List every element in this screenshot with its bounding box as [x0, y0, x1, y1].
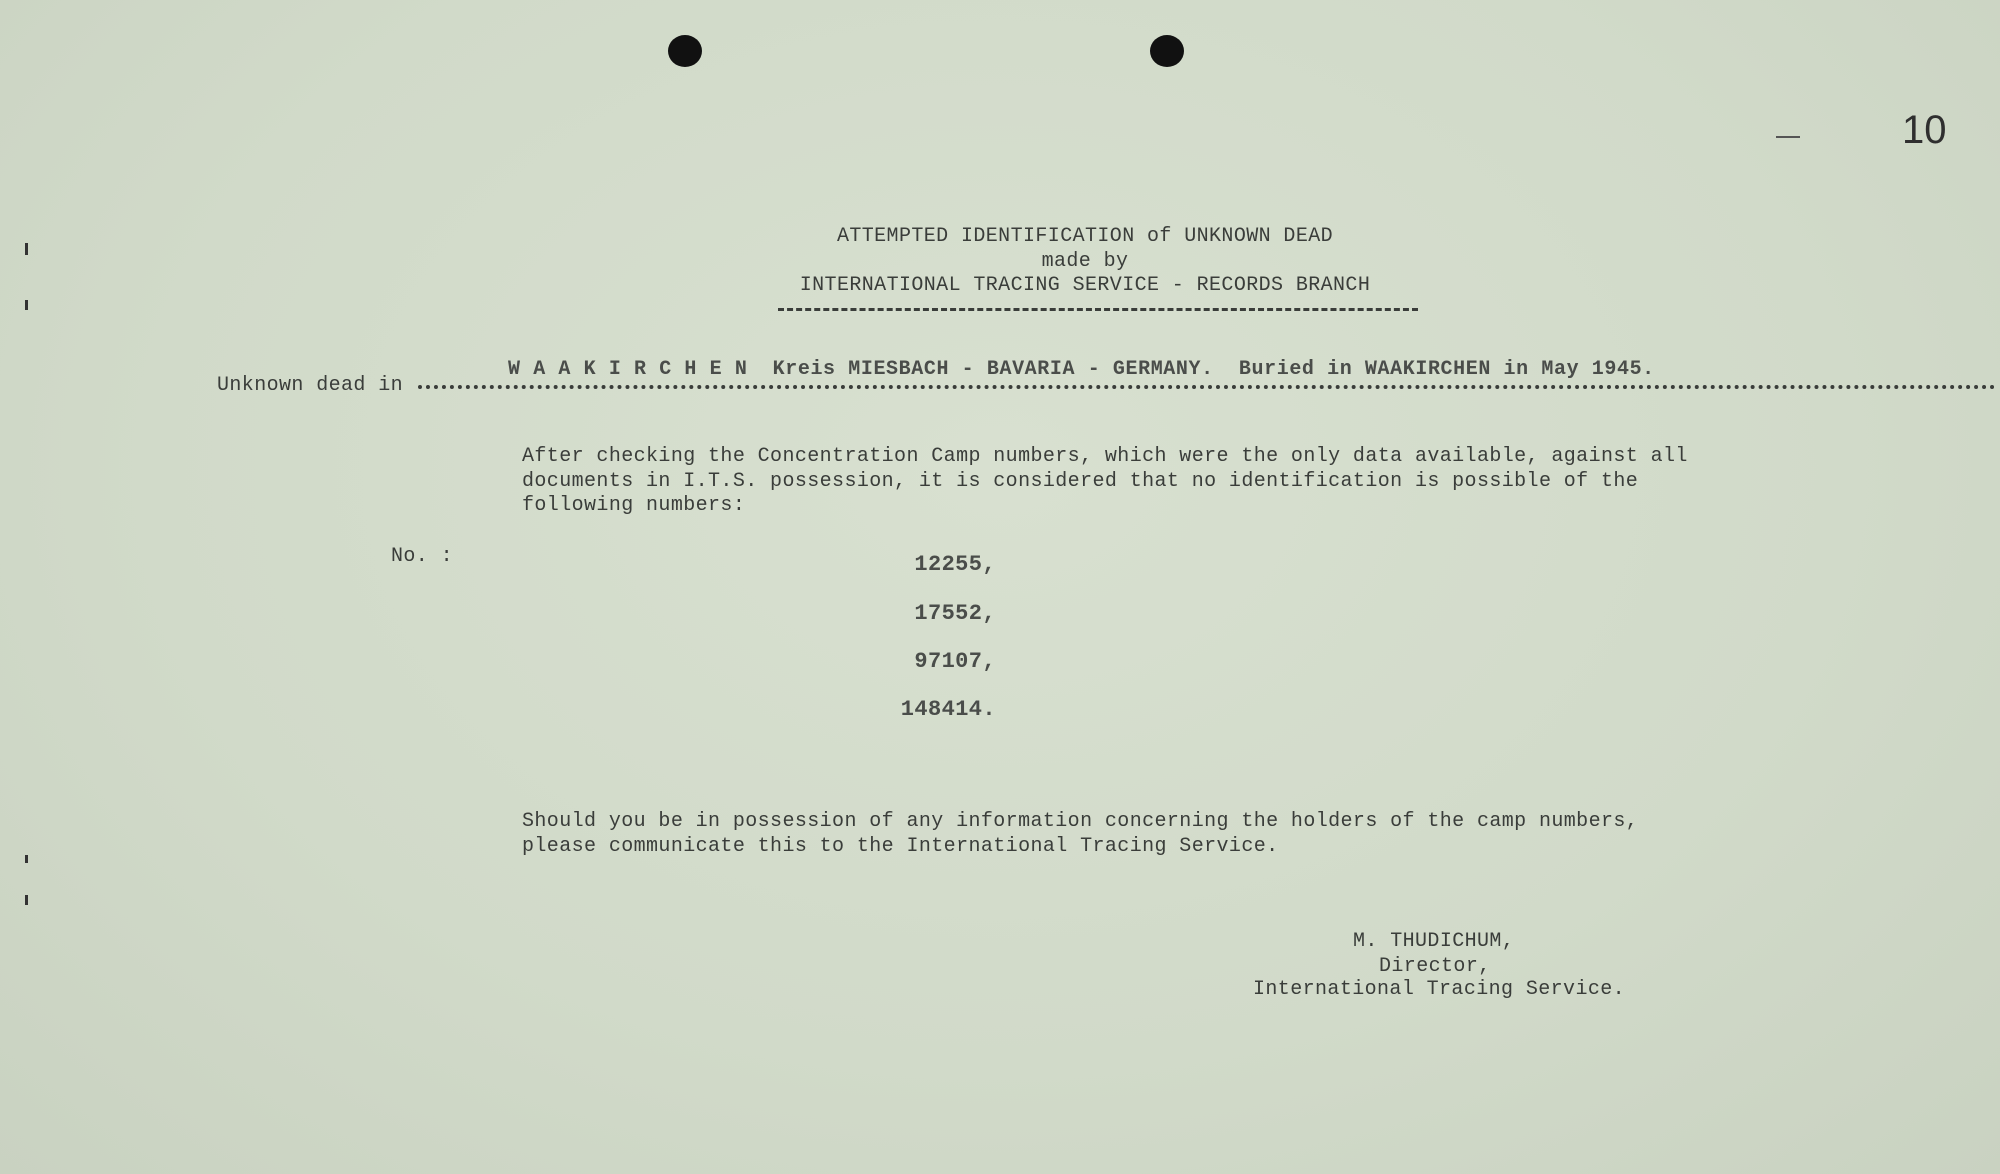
number-label: No. : — [391, 545, 454, 568]
heading-line-1: ATTEMPTED IDENTIFICATION of UNKNOWN DEAD — [836, 225, 1334, 248]
margin-mark — [1776, 136, 1800, 138]
signatory-title: Director, — [1379, 955, 1491, 978]
heading-underline — [778, 308, 1418, 311]
paragraph-1-line-2: documents in I.T.S. possession, it is considered that no identification is possible of the — [522, 470, 1639, 493]
signatory-name: M. THUDICHUM, — [1353, 930, 1515, 953]
unknown-dead-label: Unknown dead in — [217, 374, 404, 397]
edge-mark-3 — [25, 855, 28, 863]
camp-number: 17552, — [914, 601, 996, 626]
punch-hole-left — [668, 35, 702, 67]
page-number: 10 — [1902, 108, 1947, 152]
camp-number: 148414. — [900, 697, 996, 722]
camp-number: 97107, — [914, 649, 996, 674]
dotted-fill-line — [418, 385, 1996, 389]
edge-mark-1 — [25, 243, 28, 255]
edge-mark-4 — [25, 895, 28, 905]
paragraph-2-line-1: Should you be in possession of any information concerning the holders of the camp numbers, — [522, 810, 1639, 833]
punch-hole-right — [1150, 35, 1184, 67]
heading-line-2: made by — [1041, 250, 1129, 273]
paragraph-1-line-3: following numbers: — [522, 494, 746, 517]
signatory-organization: International Tracing Service. — [1253, 978, 1626, 1001]
heading-line-3: INTERNATIONAL TRACING SERVICE - RECORDS BRANCH — [799, 274, 1371, 297]
burial-location: W A A K I R C H E N Kreis MIESBACH - BAVARIA - GERMANY. Buried in WAAKIRCHEN in May 1945. — [508, 358, 1655, 381]
edge-mark-2 — [25, 300, 28, 310]
camp-number: 12255, — [914, 552, 996, 577]
paragraph-2-line-2: please communicate this to the International Tracing Service. — [522, 835, 1279, 858]
paragraph-1-line-1: After checking the Concentration Camp numbers, which were the only data available, against all — [522, 445, 1688, 468]
